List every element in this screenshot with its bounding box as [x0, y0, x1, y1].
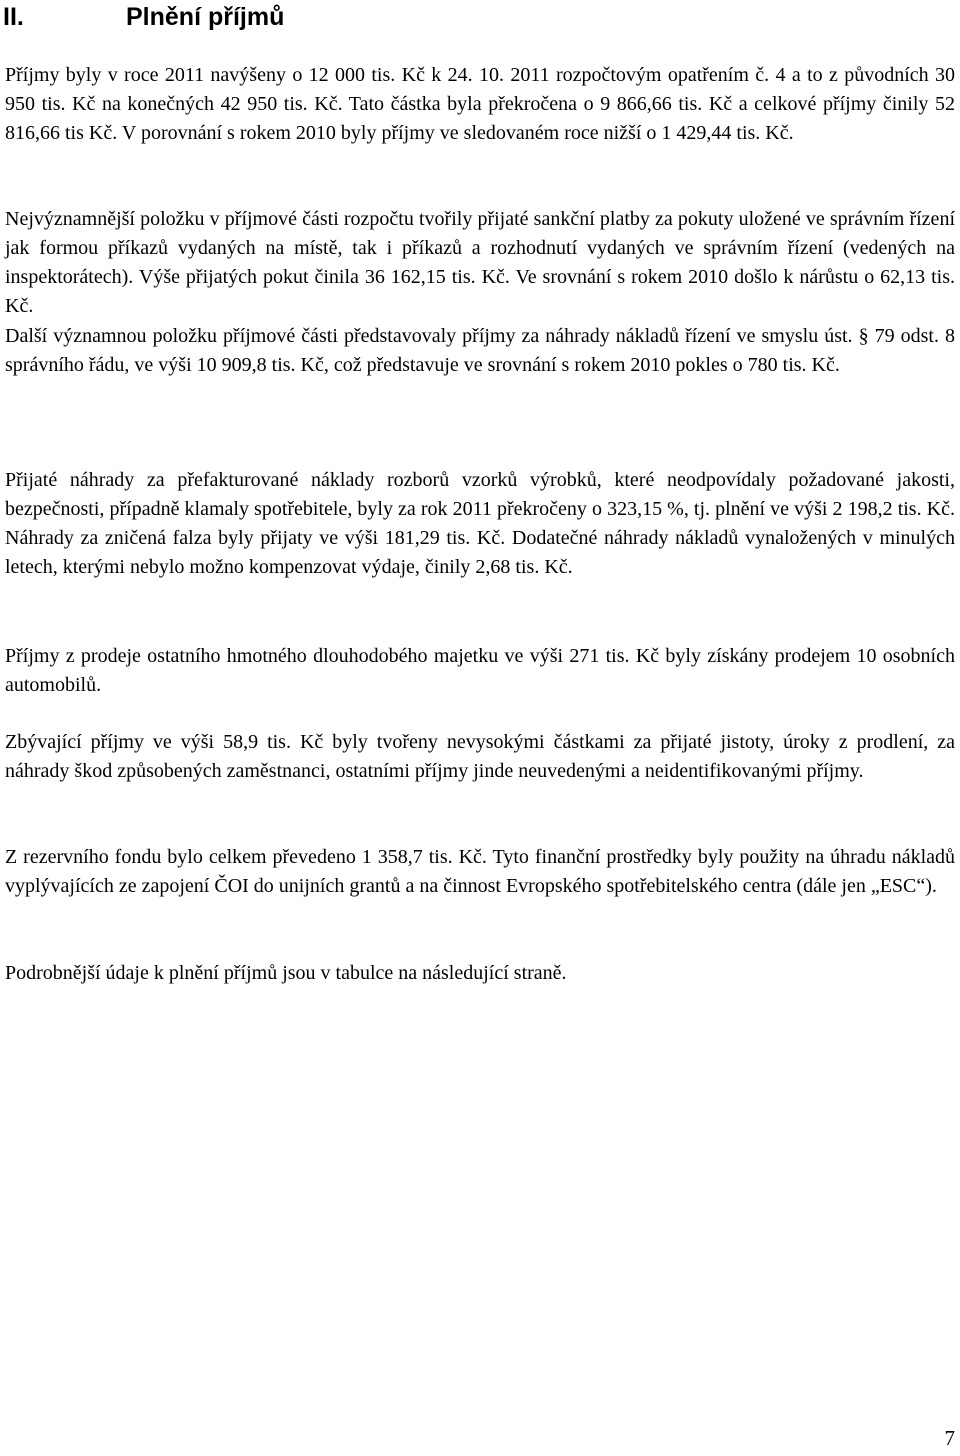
paragraph-income-overview: Příjmy byly v roce 2011 navýšeny o 12 000 tis. Kč k 24. 10. 2011 rozpočtovým opatřením č. 4 a to z původních 30 950 tis. Kč na konečných 42 950 tis. Kč. Tato částka byla překročena o 9 866,66 tis. Kč a celkové příjmy činily 52 816,66 tis Kč. V porovnání s rokem 2010 byly příjmy ve sledovaném roce nižší o 1 429,44 tis. Kč. [5, 64, 955, 144]
paragraph-asset-sales: Příjmy z prodeje ostatního hmotného dlouhodobého majetku ve výši 271 tis. Kč byly získány prodejem 10 osobních automobilů. [5, 645, 955, 696]
section-title: Plnění příjmů [126, 3, 285, 31]
paragraph-table-reference: Podrobnější údaje k plnění příjmů jsou v tabulce na následující straně. [5, 962, 567, 984]
section-number: II. [3, 3, 24, 31]
paragraph-sample-analysis-refunds: Přijaté náhrady za přefakturované náklady rozborů vzorků výrobků, které neodpovídaly požadované jakosti, bezpečnosti, případně klamaly spotřebitele, byly za rok 2011 překročeny o 323,15 %, tj. plnění ve výši 2 198,2 tis. Kč. Náhrady za zničená falza byly přijaty ve výši 181,29 tis. Kč. Dodatečné náhrady nákladů vynaložených v minulých letech, kterými nebylo možno kompenzovat výdaje, činily 2,68 tis. Kč. [5, 469, 955, 578]
paragraph-sanction-payments: Nejvýznamnější položku v příjmové části rozpočtu tvořily přijaté sankční platby za pokuty uložené ve správním řízení jak formou příkazů vydaných na místě, tak i příkazů a rozhodnutí vydaných ve správním řízení (vedených na inspektorátech). Výše přijatých pokut činila 36 162,15 tis. Kč. Ve srovnání s rokem 2010 došlo k nárůstu o 62,13 tis. Kč. [5, 208, 955, 317]
page-number: 7 [944, 1426, 955, 1450]
section-heading [3, 2, 284, 32]
paragraph-remaining-income: Zbývající příjmy ve výši 58,9 tis. Kč byly tvořeny nevysokými částkami za přijaté jistoty, úroky z prodlení, za náhrady škod způsobených zaměstnanci, ostatními příjmy jinde neuvedenými a neidentifikovanými příjmy. [5, 731, 955, 782]
paragraph-proceedings-costs: Další významnou položku příjmové části představovaly příjmy za náhrady nákladů řízení ve smyslu úst. § 79 odst. 8 správního řádu, ve výši 10 909,8 tis. Kč, což představuje ve srovnání s rokem 2010 pokles o 780 tis. Kč. [5, 325, 955, 376]
paragraph-reserve-fund: Z rezervního fondu bylo celkem převedeno 1 358,7 tis. Kč. Tyto finanční prostředky byly použity na úhradu nákladů vyplývajících ze zapojení ČOI do unijních grantů a na činnost Evropského spotřebitelského centra (dále jen „ESC“). [5, 846, 955, 897]
